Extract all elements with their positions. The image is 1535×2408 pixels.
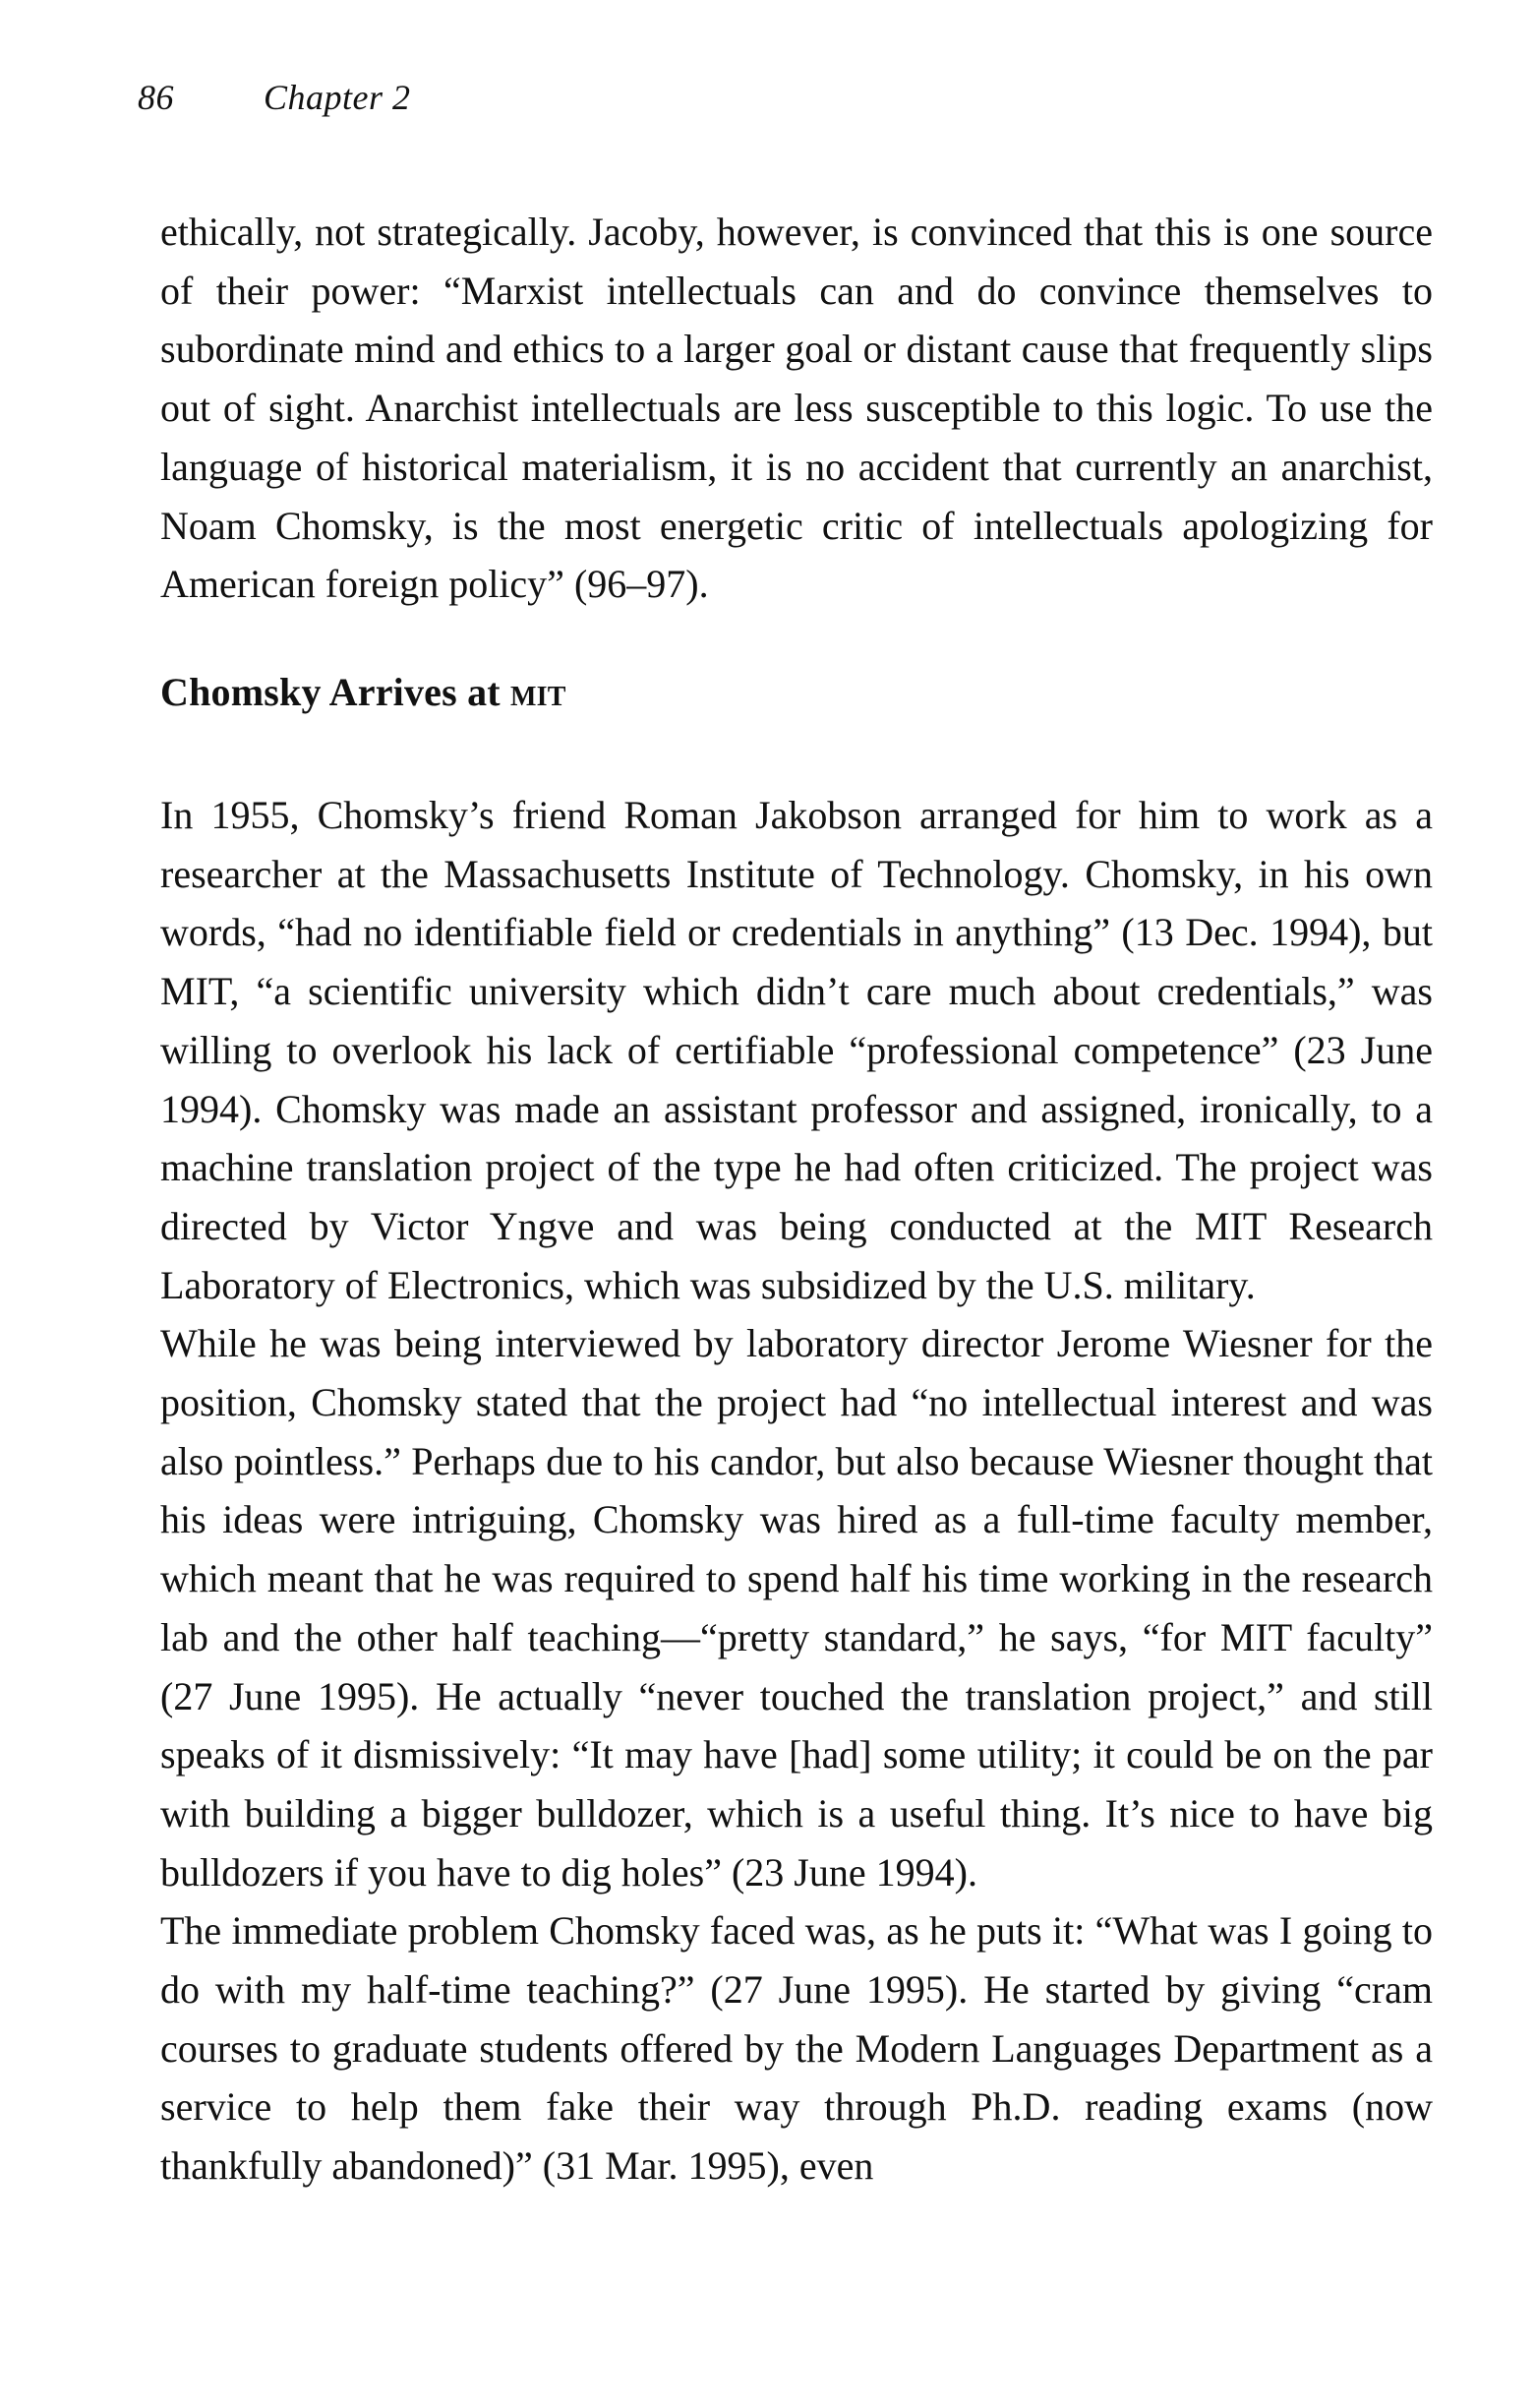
section-heading-text: Chomsky Arrives at [160, 670, 511, 714]
body-text-section [160, 786, 1433, 2196]
body-text-top [160, 203, 1433, 614]
paragraph: ethically, not strategically. Jacoby, however, is convinced that this is one source of their power: “Marxist intellectuals can and do convince themselves to subordinate mind and ethics to a larger goal or distant cause that frequently slips out of sight. Anarchist intellectuals are less susceptible to this logic. To use the language of historical materialism, it is no accident that currently an anarchist, Noam Chomsky, is the most energetic critic of intellectuals apologizing for American foreign policy” (96–97). [160, 210, 1433, 607]
page-number: 86 [138, 78, 174, 117]
paragraph: The immediate problem Chomsky faced was, as he puts it: “What was I going to do with my half-time teaching?” (27 June 1995). He started by giving “cram courses to graduate students offered by the Modern Languages Department as a service to help them fake their way through Ph.D. reading exams (now thankfully abandoned)” (31 Mar. 1995), even [160, 1908, 1433, 2189]
paragraph: While he was being interviewed by laboratory director Jerome Wiesner for the position, Chomsky stated that the project had “no intellectual interest and was also pointless.” Perhaps due to his candor, but also because Wiesner thought that his ideas were intriguing, Chomsky was hired as a full-time faculty member, which meant that he was required to spend half his time working in the research lab and the other half teaching—“pretty standard,” he says, “for MIT faculty” (27 June 1995). He actually “never touched the translation project,” and still speaks of it dismissively: “It may have [had] some utility; it could be on the par with building a bigger bulldozer, which is a useful thing. It’s nice to have big bulldozers if you have to dig holes” (23 June 1994). [160, 1321, 1433, 1895]
paragraph: In 1955, Chomsky’s friend Roman Jakobson arranged for him to work as a researcher at the Massachusetts Institute of Technology. Chomsky, in his own words, “had no identifiable field or credentials in anything” (13 Dec. 1994), but MIT, “a scientific university which didn’t care much about credentials,” was willing to overlook his lack of certifiable “professional competence” (23 June 1994). Chomsky was made an assistant professor and assigned, ironically, to a machine translation project of the type he had often criticized. The project was directed by Victor Yngve and was being conducted at the MIT Research Laboratory of Electronics, which was subsidized by the U.S. military. [160, 793, 1433, 1307]
running-head [138, 77, 411, 118]
section-heading-smallcaps: mit [510, 670, 566, 714]
chapter-title: Chapter 2 [264, 78, 411, 117]
section-heading [160, 669, 566, 715]
